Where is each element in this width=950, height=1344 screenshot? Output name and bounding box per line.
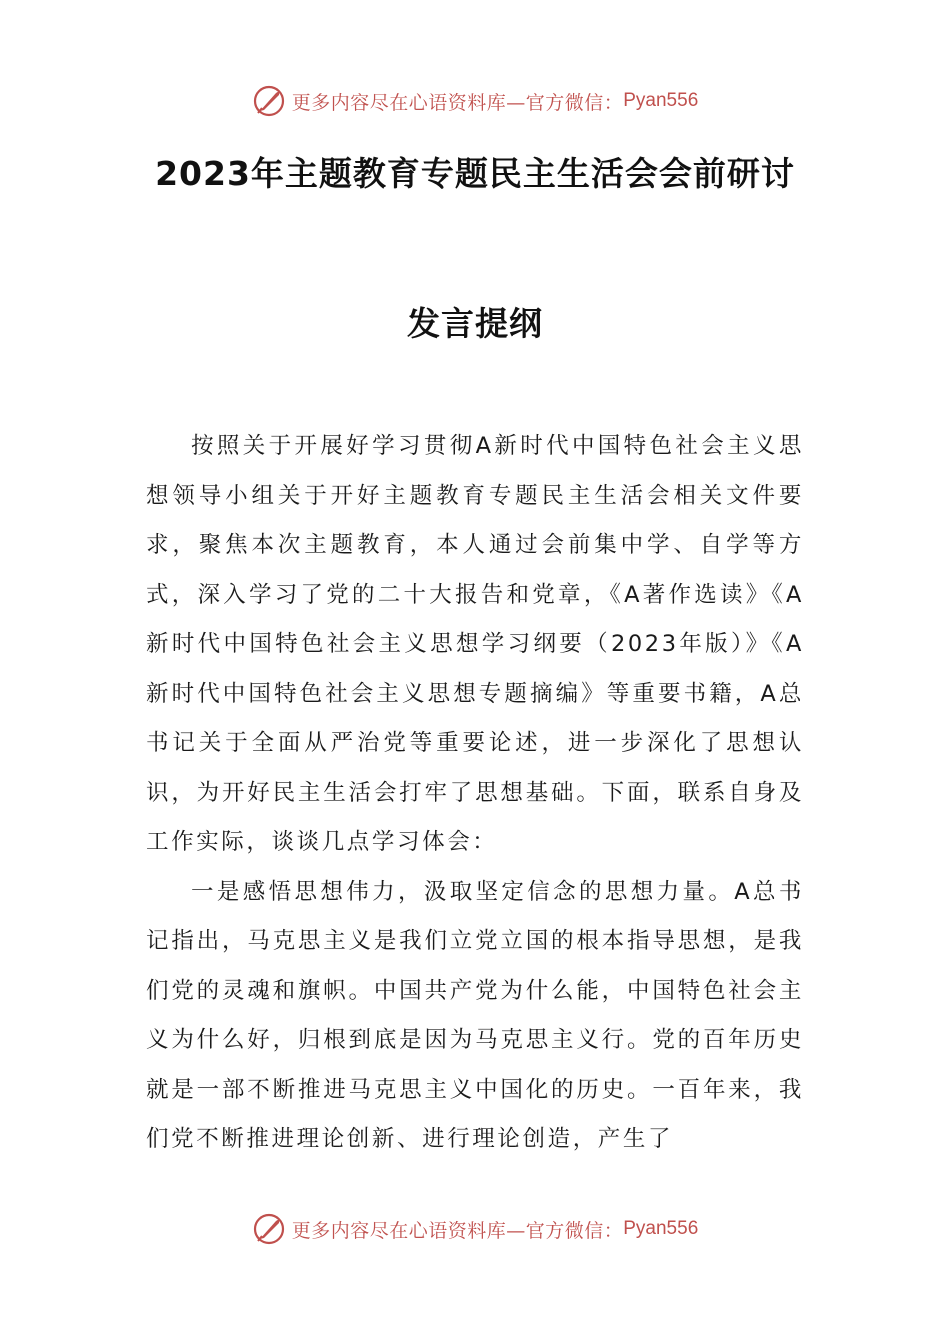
watermark-wechat-id: Pyan556 [623,90,699,111]
watermark-wechat-id: Pyan556 [623,1218,699,1239]
paragraph: 一是感悟思想伟力，汲取坚定信念的思想力量。A总书记指出，马克思主义是我们立党立国的根本指导思想，是我们党的灵魂和旗帜。中国共产党为什么能，中国特色社会主义为什么好，归根到底是因为马克思主义行。党的百年历史就是一部不断推进马克思主义中国化的历史。一百年来，我们党不断推进理论创新、进行理论创造，产生了 [146,878,804,1152]
footer-watermark [0,1212,950,1246]
watermark-text: 更多内容尽在心语资料库—官方微信： [291,1219,624,1242]
document-title-line2: 发言提纲 [407,304,543,343]
paragraph: 按照关于开展好学习贯彻A新时代中国特色社会主义思想领导小组关于开好主题教育专题民主生活会相关文件要求，聚焦本次主题教育，本人通过会前集中学、自学等方式，深入学习了党的二十大报告和党章，《A著作选读》《A新时代中国特色社会主义思想学习纲要（2023年版）》《A新时代中国特色社会主义思想专题摘编》等重要书籍，A总书记关于全面从严治党等重要论述，进一步深化了思想认识，为开好民主生活会打牢了思想基础。下面，联系自身及工作实际，谈谈几点学习体会： [146,433,804,855]
header-watermark [0,84,950,118]
document-title-line1: 2023年主题教育专题民主生活会会前研讨 [155,154,795,193]
quill-logo-icon [252,1212,286,1246]
quill-logo-icon [252,84,286,118]
watermark-text: 更多内容尽在心语资料库—官方微信： [291,91,624,114]
document-body [146,422,804,1165]
